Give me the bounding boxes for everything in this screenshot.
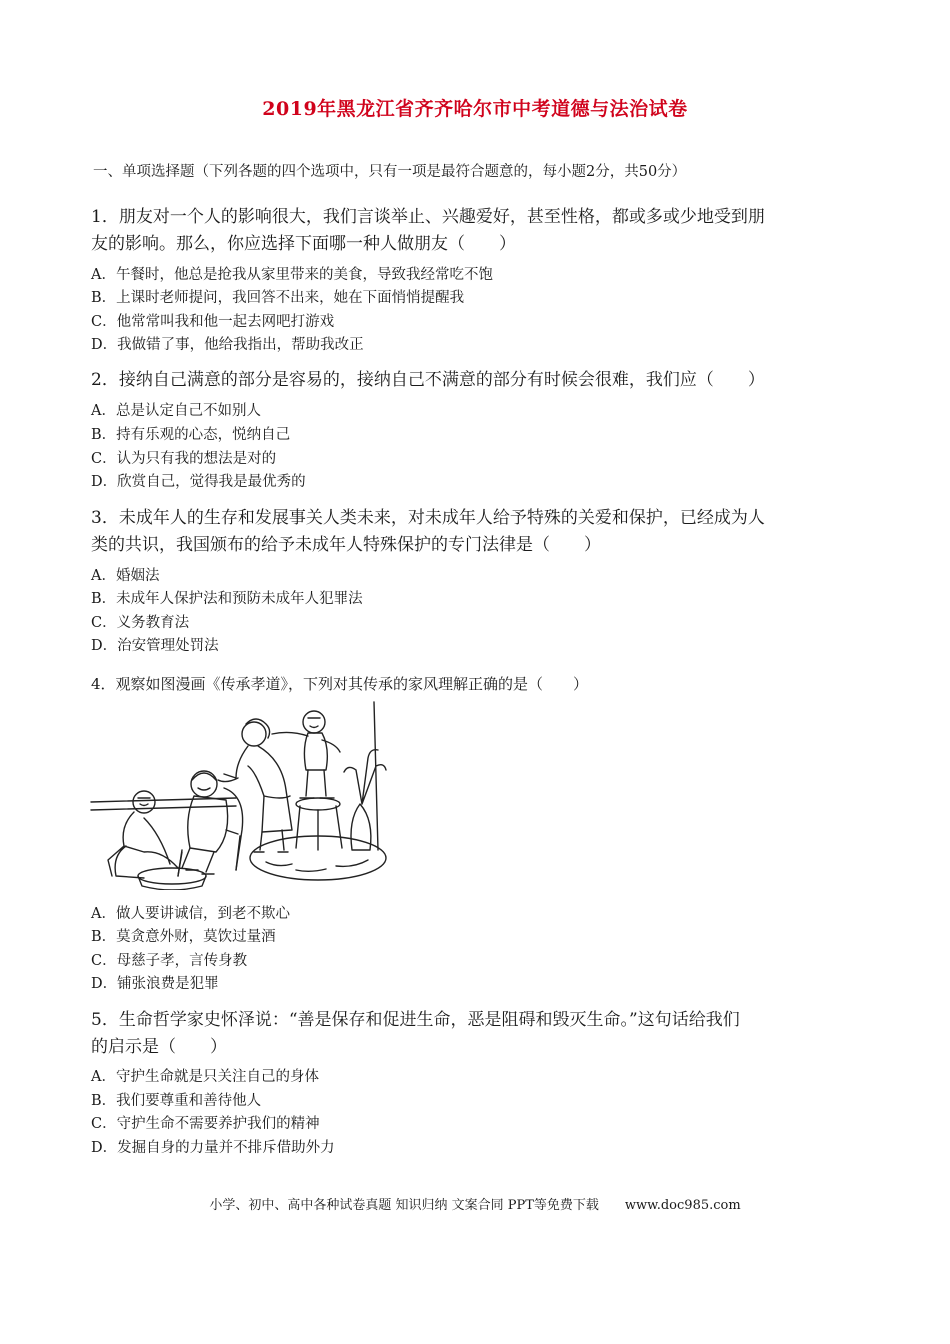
question-1-option-a: A．午餐时，他总是抢我从家里带来的美食，导致我经常吃不饱 [91, 267, 493, 283]
cartoon-drawing [86, 700, 398, 890]
question-5-stem-line-2: 的启示是（ ） [91, 1037, 227, 1057]
question-1-stem [91, 204, 861, 258]
cartoon-illustration [86, 700, 398, 890]
question-2-option-b: B．持有乐观的心态，悦纳自己 [91, 427, 291, 443]
question-3-option-d: D．治安管理处罚法 [91, 638, 219, 654]
question-3-option-c: C．义务教育法 [91, 615, 190, 631]
section-heading: 一、单项选择题（下列各题的四个选项中，只有一项是最符合题意的，每小题2分，共50分） [93, 164, 687, 180]
question-1-stem-line-1: 1．朋友对一个人的影响很大，我们言谈举止、兴趣爱好，甚至性格，都或多或少地受到朋 [91, 207, 765, 227]
question-3-stem [91, 505, 861, 559]
question-4-option-c: C．母慈子孝，言传身教 [91, 953, 248, 969]
question-3-option-a: A．婚姻法 [91, 568, 160, 584]
question-2-stem [91, 367, 861, 394]
page-title: 2019年黑龙江省齐齐哈尔市中考道德与法治试卷 [262, 98, 688, 120]
question-2-stem-line-1: 2．接纳自己满意的部分是容易的，接纳自己不满意的部分有时候会很难，我们应（ ） [91, 370, 765, 390]
question-3-stem-line-1: 3．未成年人的生存和发展事关人类未来，对未成年人给予特殊的关爱和保护，已经成为人 [91, 508, 765, 528]
question-5-option-a: A．守护生命就是只关注自己的身体 [91, 1069, 319, 1085]
question-2-option-c: C．认为只有我的想法是对的 [91, 451, 277, 467]
question-4-option-a: A．做人要讲诚信，到老不欺心 [91, 906, 290, 922]
question-5-stem [91, 1007, 861, 1061]
question-5-stem-line-1: 5．生命哲学家史怀泽说：“善是保存和促进生命，恶是阻碍和毁灭生命。”这句话给我们 [91, 1010, 740, 1030]
question-3-stem-line-2: 类的共识，我国颁布的给予未成年人特殊保护的专门法律是（ ） [91, 535, 601, 555]
question-1-option-d: D．我做错了事，他给我指出，帮助我改正 [91, 337, 364, 353]
question-4-option-d: D．铺张浪费是犯罪 [91, 976, 219, 992]
question-5-option-c: C．守护生命不需要养护我们的精神 [91, 1116, 320, 1132]
question-2-option-d: D．欣赏自己，觉得我是最优秀的 [91, 474, 306, 490]
question-5-option-d: D．发掘自身的力量并不排斥借助外力 [91, 1140, 335, 1156]
question-4-stem-line-1: 4．观察如图漫画《传承孝道》，下列对其传承的家风理解正确的是（ ） [91, 675, 589, 693]
question-2-option-a: A．总是认定自己不如别人 [91, 403, 261, 419]
page-footer: 小学、初中、高中各种试卷真题 知识归纳 文案合同 PPT等免费下载 www.doc985.com [209, 1198, 741, 1213]
question-1-stem-line-2: 友的影响。那么，你应选择下面哪一种人做朋友（ ） [91, 234, 516, 254]
question-3-option-b: B．未成年人保护法和预防未成年人犯罪法 [91, 591, 363, 607]
question-4-option-b: B．莫贪意外财，莫饮过量酒 [91, 929, 276, 945]
question-5-option-b: B．我们要尊重和善待他人 [91, 1093, 262, 1109]
question-1-option-b: B．上课时老师提问，我回答不出来，她在下面悄悄提醒我 [91, 290, 465, 306]
question-1-option-c: C．他常常叫我和他一起去网吧打游戏 [91, 314, 335, 330]
question-4-stem [91, 671, 861, 698]
